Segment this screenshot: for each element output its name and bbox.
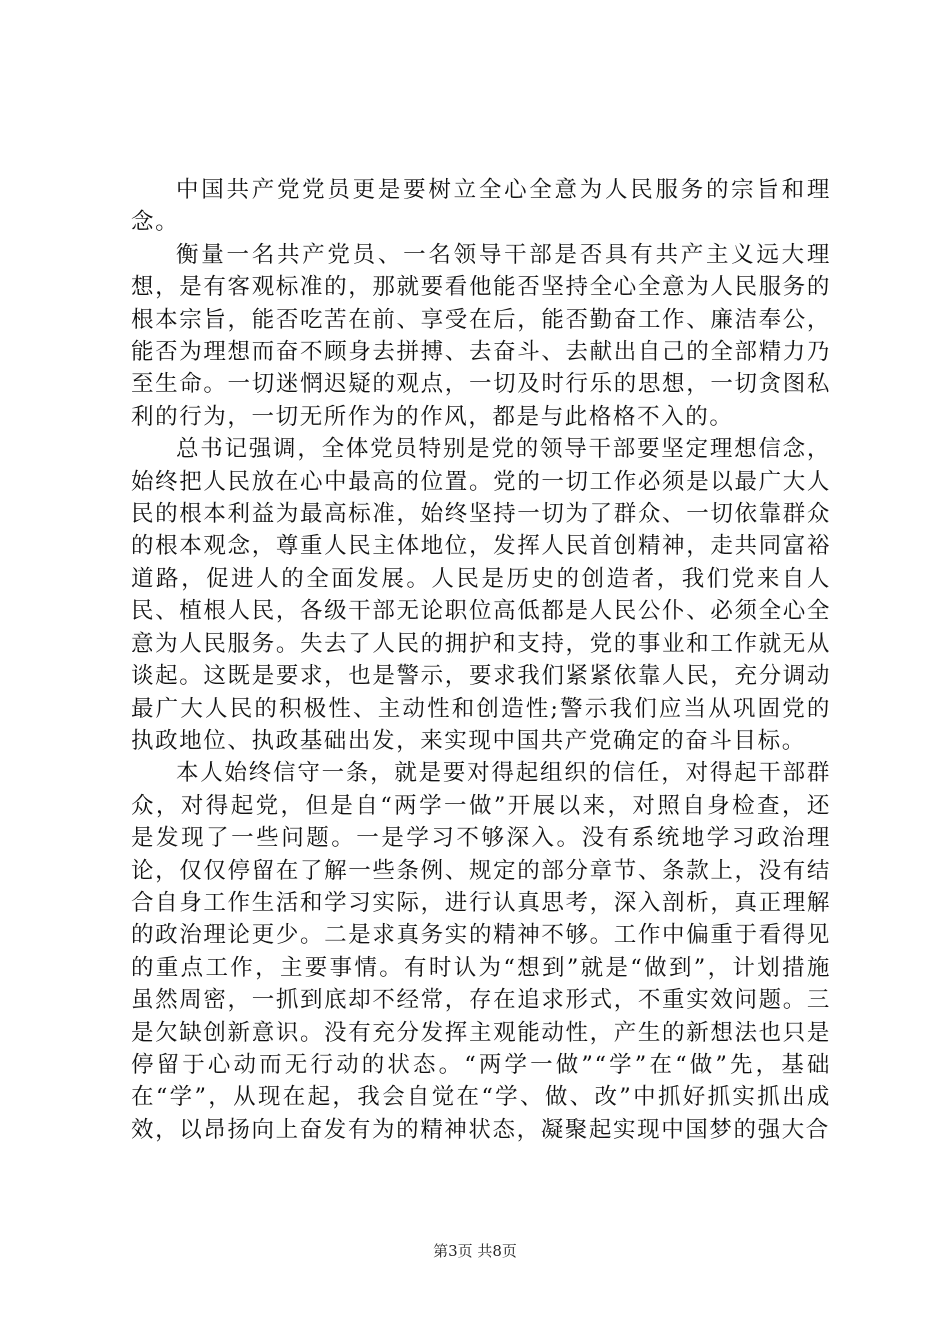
document-body (131, 174, 831, 1146)
page-number-footer: 第3页 共8页 (433, 1242, 517, 1260)
paragraph-2: 衡量一名共产党员、一名领导干部是否具有共产主义远大理想，是有客观标准的，那就要看他能否坚持全心全意为人民服务的根本宗旨，能否吃苦在前、享受在后，能否勤奋工作、廉洁奉公，能否为理想而奋不顾身去拼搏、去奋斗、去献出自己的全部精力乃至生命。一切迷惘迟疑的观点，一切及时行乐的思想，一切贪图私利的行为，一切无所作为的作风，都是与此格格不入的。 (131, 241, 831, 430)
paragraph-3: 总书记强调，全体党员特别是党的领导干部要坚定理想信念，始终把人民放在心中最高的位置。党的一切工作必须是以最广大人民的根本利益为最高标准，始终坚持一切为了群众、一切依靠群众的根本观念，尊重人民主体地位，发挥人民首创精神，走共同富裕道路，促进人的全面发展。人民是历史的创造者，我们党来自人民、植根人民，各级干部无论职位高低都是人民公仆、必须全心全意为人民服务。失去了人民的拥护和支持，党的事业和工作就无从谈起。这既是要求，也是警示，要求我们紧紧依靠人民，充分调动最广大人民的积极性、主动性和创造性;警示我们应当从巩固党的执政地位、执政基础出发，来实现中国共产党确定的奋斗目标。 (131, 436, 831, 754)
paragraph-4: 本人始终信守一条，就是要对得起组织的信任，对得起干部群众，对得起党，但是自“两学一做”开展以来，对照自身检查，还是发现了一些问题。一是学习不够深入。没有系统地学习政治理论，仅仅停留在了解一些条例、规定的部分章节、条款上，没有结合自身工作生活和学习实际，进行认真思考，深入剖析，真正理解的政治理论更少。二是求真务实的精神不够。工作中偏重于看得见的重点工作，主要事情。有时认为“想到”就是“做到”，计划措施虽然周密，一抓到底却不经常，存在追求形式，不重实效问题。三是欠缺创新意识。没有充分发挥主观能动性，产生的新想法也只是停留于心动而无行动的状态。“两学一做”“学”在“做”先，基础在“学”，从现在起，我会自觉在“学、做、改”中抓好抓实抓出成效，以昂扬向上奋发有为的精神状态，凝聚起实现中国梦的强大合 (131, 760, 831, 1143)
paragraph-1: 中国共产党党员更是要树立全心全意为人民服务的宗旨和理念。 (131, 177, 831, 236)
